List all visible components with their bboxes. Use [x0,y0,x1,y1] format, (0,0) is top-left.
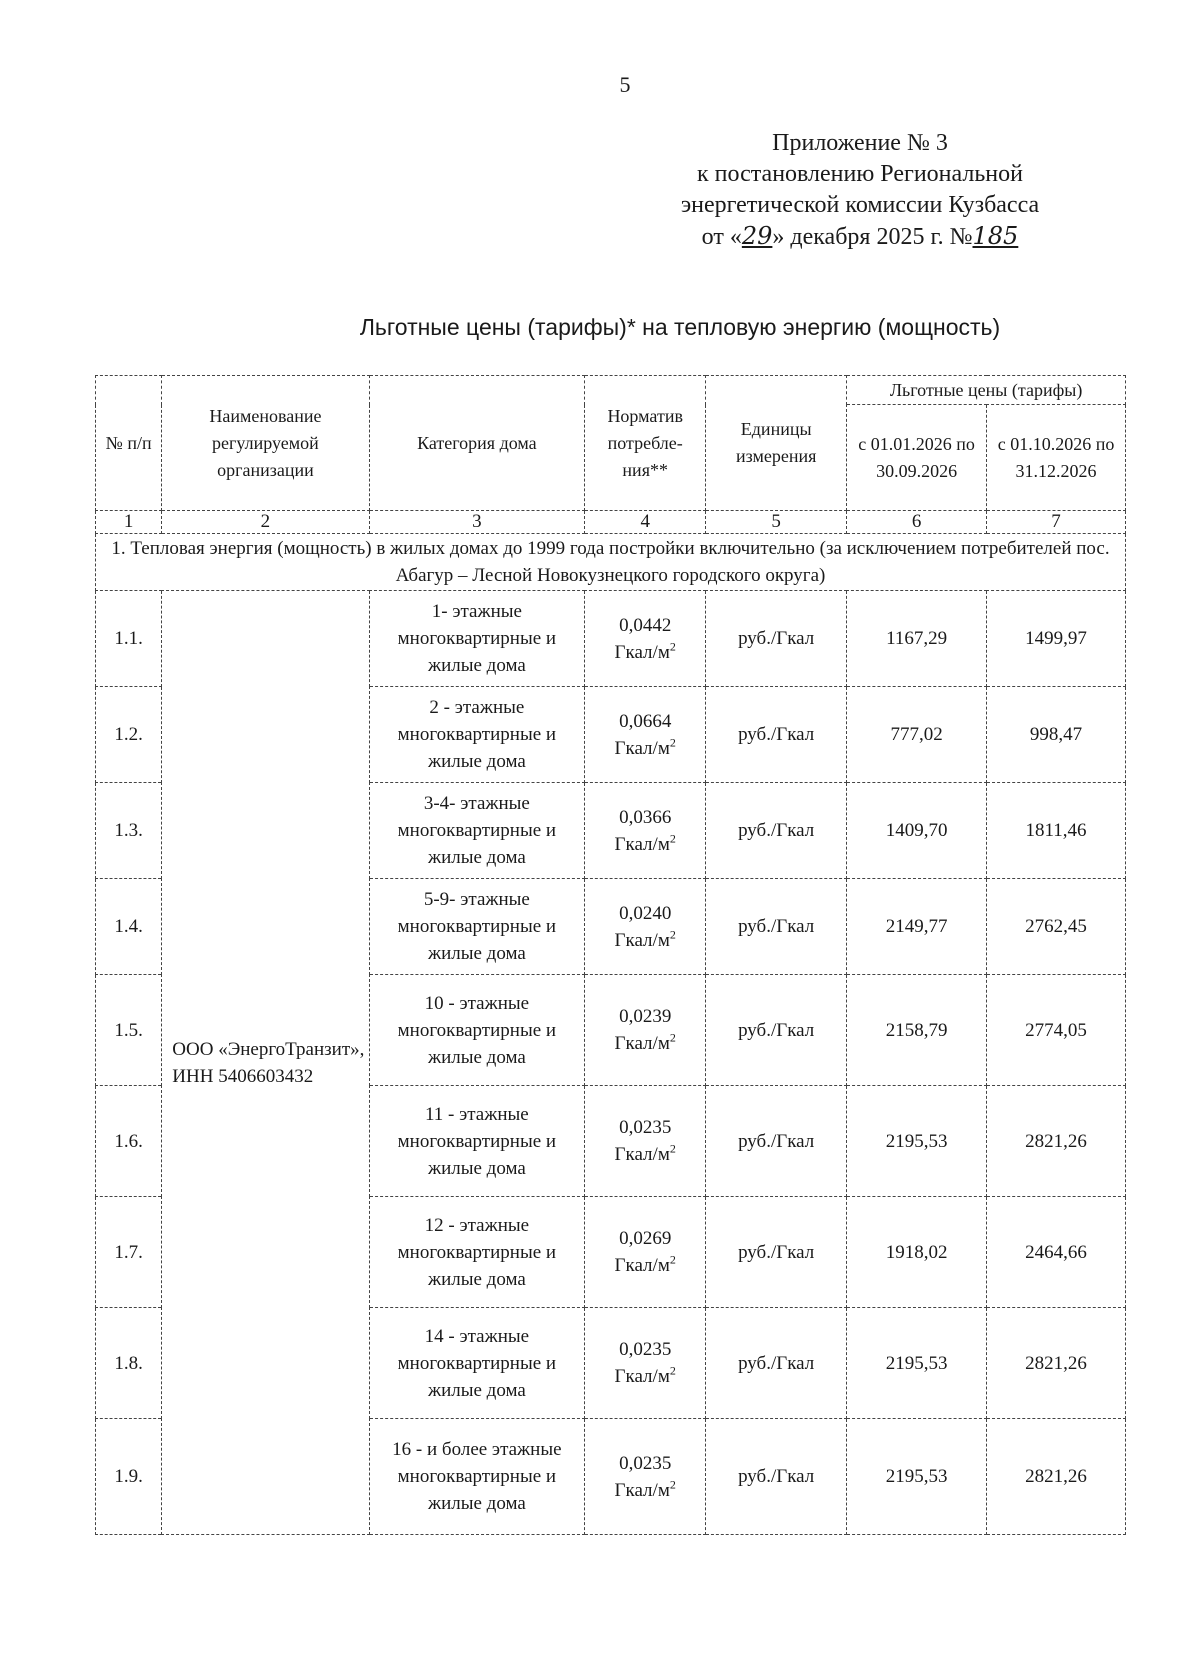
norm-value: 0,0235 [619,1452,672,1474]
row-units: руб./Гкал [706,1086,847,1197]
row-norm [585,1086,706,1197]
row-num: 1.6. [96,1086,162,1197]
row-category: 14 - этажные многоквартирные и жилые дома [369,1308,585,1419]
header-norm: Норматив потребле-ния** [585,376,706,511]
row-norm [585,1419,706,1535]
unit-superscript: 2 [669,1363,676,1378]
row-category: 11 - этажные многоквартирные и жилые дома [369,1086,585,1197]
row-price-1: 2195,53 [847,1419,987,1535]
norm-value: 0,0442 [619,614,672,636]
row-num: 1.7. [96,1197,162,1308]
row-num: 1.5. [96,975,162,1086]
row-norm [585,879,706,975]
appendix-header [640,128,1080,253]
row-num: 1.8. [96,1308,162,1419]
header-units: Единицы измерения [706,376,847,511]
row-units: руб./Гкал [706,975,847,1086]
column-number: 4 [585,511,706,534]
table-row [96,591,1126,687]
row-category: 10 - этажные многоквартирные и жилые дома [369,975,585,1086]
appendix-line-3: энергетической комиссии Кузбасса [680,192,1040,218]
column-number: 5 [706,511,847,534]
row-price-2: 2821,26 [987,1308,1126,1419]
page-number: 5 [619,72,631,97]
norm-unit: Гкал/м [614,833,670,855]
norm-value: 0,0366 [619,806,672,828]
organization-cell: ООО «ЭнергоТранзит», ИНН 5406603432 [162,591,369,1535]
row-price-1: 2195,53 [847,1308,987,1419]
row-norm [585,1197,706,1308]
section-title: 1. Тепловая энергия (мощность) в жилых домах до 1999 года постройки включительно (за исключением потребителей пос. Абагур – Лесной Новокузнецкого городского округа) [96,534,1126,591]
row-norm [585,783,706,879]
row-num: 1.3. [96,783,162,879]
row-price-1: 777,02 [847,687,987,783]
row-norm [585,1308,706,1419]
header-prices-group: Льготные цены (тарифы) [847,376,1126,405]
row-units: руб./Гкал [706,879,847,975]
unit-superscript: 2 [669,1141,676,1156]
handwritten-day: 29 [741,222,773,250]
tariffs-table [95,375,1126,1535]
row-category: 2 - этажные многоквартирные и жилые дома [369,687,585,783]
header-period-1: с 01.01.2026 по 30.09.2026 [847,405,987,511]
document-title: Льготные цены (тарифы)* на тепловую энергию (мощность) [359,314,1001,340]
norm-value: 0,0235 [619,1117,672,1138]
date-month-year: » декабря 2025 г. № [772,224,973,250]
column-number: 1 [96,511,162,534]
appendix-line-4 [640,221,1080,253]
row-price-1: 2149,77 [847,879,987,975]
column-number: 3 [369,511,585,534]
norm-unit: Гкал/м [614,1033,670,1054]
handwritten-number: 185 [972,222,1019,250]
norm-unit: Гкал/м [614,1255,670,1276]
row-price-2: 998,47 [987,687,1126,783]
row-num: 1.9. [96,1419,162,1535]
header-period-2: с 01.10.2026 по 31.12.2026 [987,405,1126,511]
row-norm [585,591,706,687]
norm-value: 0,0269 [619,1228,672,1249]
appendix-line-2: к постановлению Региональной [697,161,1023,187]
norm-unit: Гкал/м [614,737,670,759]
row-category: 5-9- этажные многоквартирные и жилые дома [369,879,585,975]
row-units: руб./Гкал [706,783,847,879]
section-row [96,534,1126,591]
row-units: руб./Гкал [706,1308,847,1419]
row-category: 16 - и более этажные многоквартирные и жилые дома [369,1419,585,1535]
row-num: 1.1. [96,591,162,687]
header-organization: Наименование регулируемой организации [162,376,369,511]
row-price-1: 2195,53 [847,1086,987,1197]
row-units: руб./Гкал [706,1197,847,1308]
row-num: 1.4. [96,879,162,975]
row-norm [585,687,706,783]
row-price-2: 2464,66 [987,1197,1126,1308]
unit-superscript: 2 [669,1477,676,1492]
unit-superscript: 2 [669,831,676,846]
norm-value: 0,0235 [619,1339,672,1360]
norm-unit: Гкал/м [614,1479,670,1501]
norm-value: 0,0664 [619,710,672,732]
column-number: 2 [162,511,369,534]
norm-value: 0,0239 [619,1006,672,1027]
row-price-2: 2821,26 [987,1419,1126,1535]
header-row-1 [96,376,1126,405]
appendix-line-1: Приложение № 3 [772,130,948,156]
row-units: руб./Гкал [706,591,847,687]
column-number: 6 [847,511,987,534]
row-units: руб./Гкал [706,1419,847,1535]
norm-unit: Гкал/м [614,929,670,951]
unit-superscript: 2 [669,639,676,654]
header-category: Категория дома [369,376,585,511]
row-num: 1.2. [96,687,162,783]
norm-value: 0,0240 [619,902,672,924]
unit-superscript: 2 [669,735,676,750]
norm-unit: Гкал/м [614,1144,670,1165]
row-price-1: 1918,02 [847,1197,987,1308]
row-category: 1- этажные многоквартирные и жилые дома [369,591,585,687]
row-price-1: 1409,70 [847,783,987,879]
row-category: 12 - этажные многоквартирные и жилые дома [369,1197,585,1308]
unit-superscript: 2 [669,1252,676,1267]
row-norm [585,975,706,1086]
row-price-1: 1167,29 [847,591,987,687]
row-price-2: 2774,05 [987,975,1126,1086]
row-price-2: 2762,45 [987,879,1126,975]
norm-unit: Гкал/м [614,1366,670,1387]
date-prefix: от « [701,224,742,250]
row-price-2: 1811,46 [987,783,1126,879]
unit-superscript: 2 [669,1030,676,1045]
column-numbers-row [96,511,1126,534]
row-price-1: 2158,79 [847,975,987,1086]
row-units: руб./Гкал [706,687,847,783]
row-price-2: 2821,26 [987,1086,1126,1197]
unit-superscript: 2 [669,927,676,942]
row-price-2: 1499,97 [987,591,1126,687]
row-category: 3-4- этажные многоквартирные и жилые дома [369,783,585,879]
header-num: № п/п [96,376,162,511]
column-number: 7 [987,511,1126,534]
norm-unit: Гкал/м [614,641,670,663]
